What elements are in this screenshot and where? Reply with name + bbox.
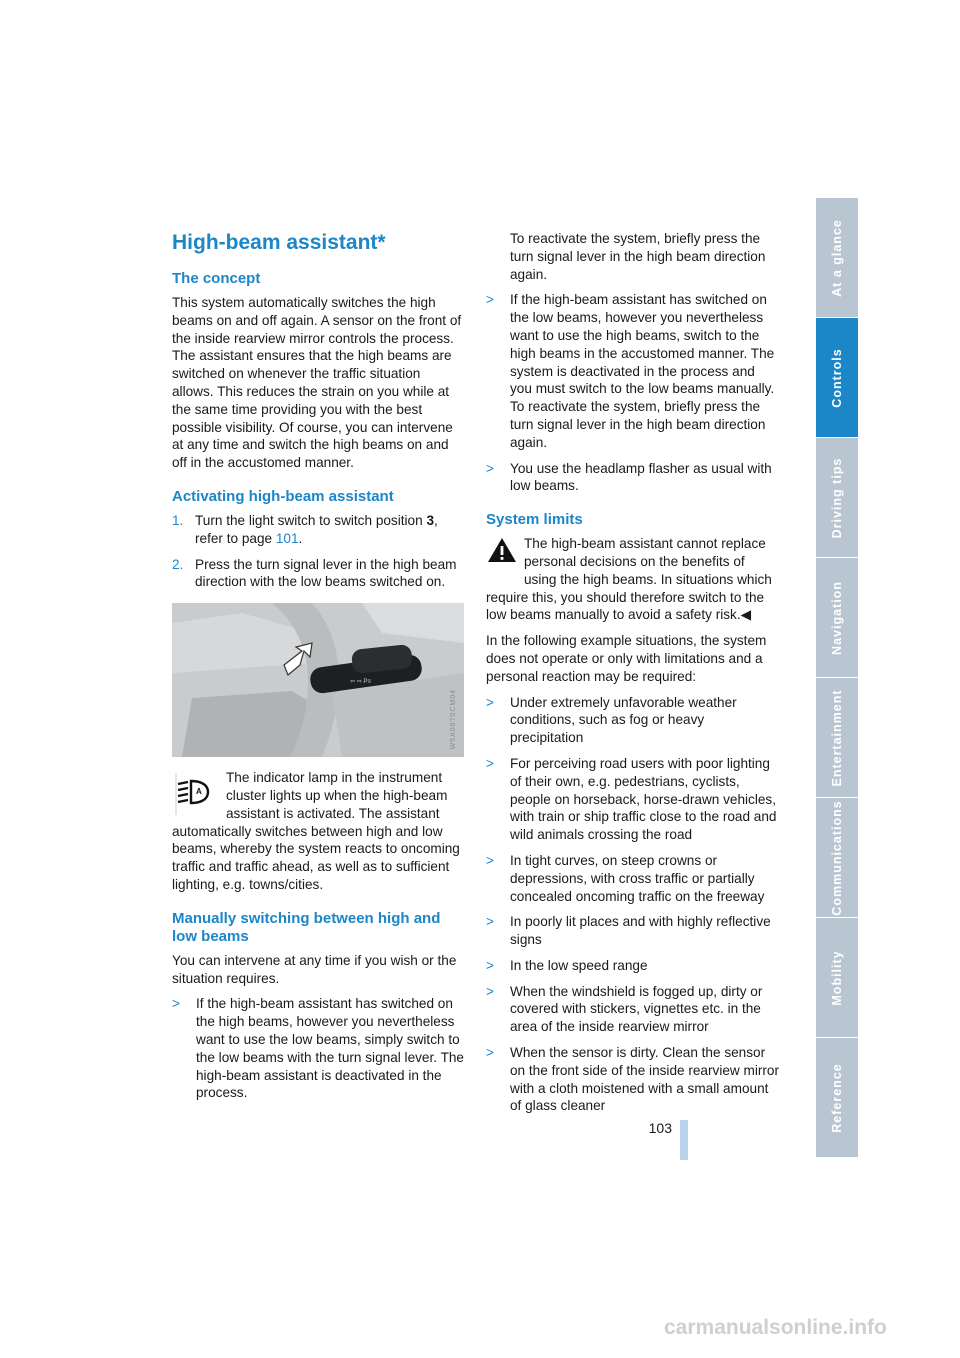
reactivate-paragraph: To reactivate the system, briefly press the turn signal lever in the high beam direction again.: [510, 231, 766, 282]
bullet-text: In the low speed range: [510, 957, 648, 973]
list-item: [486, 1044, 780, 1115]
tab-reference[interactable]: [816, 1038, 858, 1158]
figure-code: W5A0070CM04: [450, 688, 458, 750]
bullet-text: When the windshield is fogged up, dirty or covered with stickers, vignettes etc. in the area of the inside rearview mirror: [510, 983, 763, 1035]
tab-label: Navigation: [830, 580, 844, 655]
section-heading-manual: Manually switching between high and low beams: [172, 909, 441, 945]
right-column: [486, 228, 780, 1123]
list-item: [486, 291, 780, 451]
examples-intro: In the following example situations, the system does not operate or only with limitations and a personal reaction may be required:: [486, 633, 767, 684]
list-item: [486, 694, 780, 747]
step-2: [172, 556, 464, 592]
bullet-text: When the sensor is dirty. Clean the sensor on the front side of the inside rearview mirror with a cloth moistened with a small amount of glass cleaner: [510, 1045, 779, 1114]
tab-label: At a glance: [830, 218, 844, 297]
bullet-text: If the high-beam assistant has switched on the low beams, however you nevertheless want to use the high beams, switch to the high beams in the accustomed manner. The system is deactivated in the process and you must switch to the low beams manually. To reactivate the system, briefly press the turn signal lever in the high beam direction again.: [510, 292, 775, 450]
tab-navigation[interactable]: [816, 558, 858, 678]
indicator-text: The indicator lamp in the instrument cluster lights up when the high-beam assistant is activated. The assistant automatically switches between high and low beams, whereby the system reacts to oncoming traffic and traffic ahead, as well as to sufficient lighting, e.g. towns/cities.: [172, 770, 460, 892]
bullet-marker: >: [486, 983, 494, 999]
list-item: [486, 957, 780, 975]
page-title: High-beam assistant*: [172, 231, 386, 254]
warning-text: The high-beam assistant cannot replace personal decisions on the benefits of using the high beams. In situations which require this, you should therefore switch to the low beams manually to avoid a safety risk.: [486, 536, 772, 623]
turn-signal-lever-photo: [172, 603, 464, 757]
tab-controls[interactable]: [816, 318, 858, 438]
bullet-text: You use the headlamp flasher as usual with low beams.: [510, 460, 772, 494]
step-1: [172, 512, 464, 548]
step-number: 2.: [172, 556, 184, 572]
section-heading-activating: Activating high-beam assistant: [172, 487, 394, 505]
svg-text:A: A: [196, 787, 202, 797]
bullet-marker: >: [486, 957, 494, 973]
high-beam-assistant-indicator-icon: [172, 771, 220, 821]
tab-label: Reference: [830, 1062, 844, 1133]
tab-driving-tips[interactable]: [816, 438, 858, 558]
list-item: [486, 913, 780, 949]
list-item: [486, 460, 780, 496]
concept-paragraph: This system automatically switches the high beams on and off again. A sensor on the front of the inside rearview mirror controls the process. The assistant ensures that the high beams are switched on whenever the traffic situation allows. This reduces the strain on you while at the same time providing you with the best possible visibility. Of course, you can intervene at any time and switch the high beams on and off in the accustomed manner.: [172, 295, 462, 471]
step-text-part: .: [298, 530, 303, 546]
list-item: [486, 755, 780, 844]
section-heading-concept: The concept: [172, 270, 261, 287]
tab-label: Controls: [830, 347, 844, 408]
tab-mobility[interactable]: [816, 918, 858, 1038]
step-text-part: Turn the light switch to switch position: [195, 512, 427, 528]
tab-label: Driving tips: [830, 457, 844, 538]
bullet-marker: >: [172, 996, 180, 1012]
indicator-note: [172, 769, 464, 894]
bullet-marker: >: [486, 460, 494, 476]
end-marker: ◀: [740, 607, 752, 623]
bullet-marker: >: [486, 755, 494, 771]
bullet-text: In poorly lit places and with highly reflective signs: [510, 914, 771, 948]
bullet-text: For perceiving road users with poor lighting of their own, e.g. pedestrians, cyclists, people on horseback, horse-drawn vehicles, with train or ship traffic close to the road and wild animals crossing the road: [510, 755, 777, 843]
page-number: 103: [648, 1120, 672, 1136]
list-item: [486, 983, 780, 1036]
tab-label: Entertainment: [830, 688, 844, 787]
manual-intro: You can intervene at any time if you wish or the situation requires.: [172, 952, 457, 986]
tab-communications[interactable]: [816, 798, 858, 918]
bullet-text: If the high-beam assistant has switched on the high beams, however you nevertheless want to use the low beams, simply switch to the low beams with the turn signal lever. The high-beam assistant is deactivated in the process.: [196, 996, 464, 1101]
warning-triangle-icon: [486, 535, 524, 571]
page-number-bar: [680, 1120, 688, 1160]
bullet-marker: >: [486, 1045, 494, 1061]
step-text-part: , refer to page: [195, 512, 438, 546]
tab-label: Mobility: [830, 949, 844, 1006]
step-text: [195, 512, 464, 548]
bullet-text: Under extremely unfavorable weather conditions, such as fog or heavy precipitation: [510, 694, 737, 746]
bullet-text: In tight curves, on steep crowns or depressions, with cross traffic or partially concealed oncoming traffic on the freeway: [510, 852, 765, 904]
bullet-marker: >: [486, 292, 494, 308]
step-number: 1.: [172, 512, 184, 528]
warning-note: [486, 535, 780, 624]
bullet-marker: >: [486, 852, 494, 868]
bullet-marker: >: [486, 914, 494, 930]
step-text: Press the turn signal lever in the high beam direction with the low beams switched on.: [195, 556, 457, 590]
tab-label: Communications: [830, 799, 844, 916]
left-column: [172, 228, 464, 1110]
page-reference-link[interactable]: 101: [275, 530, 299, 546]
switch-position: 3: [426, 512, 435, 528]
bullet-marker: >: [486, 694, 494, 710]
list-item: [486, 852, 780, 905]
svg-text:⇦ ⇨ P≡: ⇦ ⇨ P≡: [350, 679, 371, 686]
list-item: [172, 995, 464, 1102]
lever-illustration: [172, 603, 464, 757]
tab-entertainment[interactable]: [816, 678, 858, 798]
chapter-tabs: [816, 198, 858, 1160]
watermark: carmanualsonline.info: [664, 1316, 887, 1339]
section-heading-limits: System limits: [486, 511, 583, 529]
tab-at-a-glance[interactable]: [816, 198, 858, 318]
